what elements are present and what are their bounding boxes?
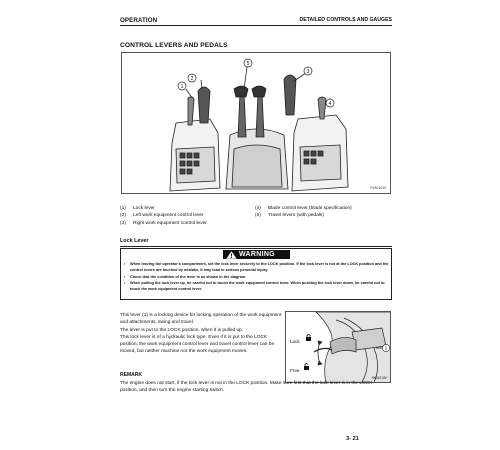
subsection-rule bbox=[120, 246, 392, 247]
figure-callout-1: 1 bbox=[180, 83, 184, 90]
header-section: OPERATION bbox=[120, 17, 158, 24]
legend-item: (2) Left work equipment control lever bbox=[120, 213, 204, 219]
remark-text: The engine does not start, if the lock lever is not in the LOCK position. Make sure first that the lock lever is in the LOCK position, and then turn the engine starting switch. bbox=[120, 381, 373, 394]
control-levers-illustration bbox=[122, 53, 392, 195]
figure-callout-3: 3 bbox=[306, 68, 310, 75]
warning-item: ▪ When pulling the lock lever up, be careful not to touch the work equipment control lever. When pushing the lock lever down, be careful not to touch the work equipment control lever. bbox=[124, 280, 390, 293]
figure-callout-2: 2 bbox=[190, 75, 194, 82]
warning-item: ▪ Check that the condition of the lever is as shown in the diagram. bbox=[124, 274, 390, 280]
warning-banner bbox=[223, 250, 290, 259]
figure-code: PJA01910 bbox=[370, 186, 386, 190]
lock-lever-figure bbox=[285, 311, 391, 383]
body-paragraph: This lock lever is of a hydraulic lock type. Even if it is put to the LOCK position, the work equipment control lever and travel control lever can be moved, but neither machine nor the work equipment moves. bbox=[120, 334, 275, 355]
figure2-code: RKA61380 bbox=[371, 376, 387, 380]
lock-label: Lock bbox=[290, 339, 300, 344]
warning-triangle-icon bbox=[226, 251, 237, 259]
body-paragraph: This lever (1) is a locking device for locking operation of the work equipment and attachments, swing and travel. bbox=[120, 313, 282, 326]
legend-right bbox=[255, 205, 352, 220]
subsection-title: Lock Lever bbox=[120, 238, 149, 244]
lock-lever-illustration bbox=[286, 312, 391, 383]
remark-title: REMARK bbox=[120, 372, 142, 378]
figure-callout-5: 5 bbox=[246, 60, 250, 67]
section-title: CONTROL LEVERS AND PEDALS bbox=[120, 42, 228, 49]
legend-item: (3) Right work equipment control lever bbox=[120, 220, 207, 226]
free-label: Free bbox=[290, 368, 300, 373]
body-paragraph: The lever is put to the LOCK position, when it is pulled up. bbox=[120, 327, 244, 333]
header-rule bbox=[120, 25, 392, 26]
page-number: 3- 21 bbox=[346, 436, 359, 442]
warning-list bbox=[124, 261, 390, 292]
legend-item: (4) Blade control lever (blade specification) bbox=[255, 206, 352, 211]
legend-left bbox=[120, 205, 207, 227]
unlock-icon bbox=[304, 364, 309, 371]
lock-icon bbox=[306, 335, 311, 342]
lock-lever-description bbox=[120, 312, 283, 356]
legend-item: (5) Travel levers (with pedals) bbox=[255, 213, 324, 219]
legend-item: (1) Lock lever bbox=[120, 206, 155, 211]
figure-callout-4: 4 bbox=[328, 100, 332, 107]
warning-label: WARNING bbox=[239, 251, 275, 258]
control-levers-figure bbox=[121, 52, 391, 194]
header-chapter: DETAILED CONTROLS AND GAUGES bbox=[299, 17, 392, 23]
figure2-callout-1: 1 bbox=[384, 345, 388, 351]
warning-item: ▪ When leaving the operator's compartment, set the lock lever securely to the LOCK position. If the lock lever is not at the LOCK position and the control levers are touched by mistake, it may lead to serious personal injury. bbox=[124, 261, 390, 274]
